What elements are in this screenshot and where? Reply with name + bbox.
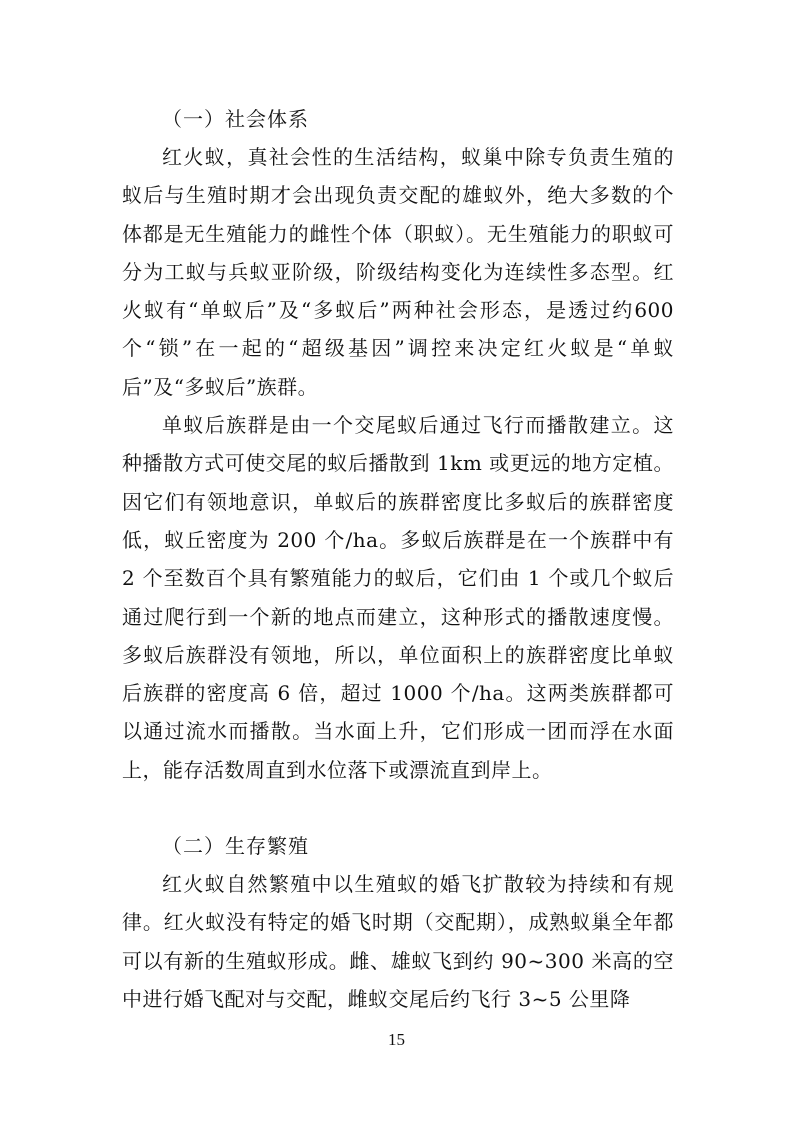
page-body bbox=[122, 100, 674, 1018]
paragraph-reproduction: 红火蚁自然繁殖中以生殖蚁的婚飞扩散较为持续和有规律。红火蚁没有特定的婚飞时期（交配期），成熟蚁巢全年都可以有新的生殖蚁形成。雌、雄蚁飞到约 90~300 米高的空中进行婚飞配对与交配，雌蚁交尾后约飞行 3~5 公里降 bbox=[122, 872, 674, 1011]
page-number: 15 bbox=[388, 1030, 405, 1049]
section-heading-social-system: （一）社会体系 bbox=[162, 107, 309, 131]
paragraph-colony-types: 单蚁后族群是由一个交尾蚁后通过飞行而播散建立。这种播散方式可使交尾的蚁后播散到 1km 或更远的地方定植。因它们有领地意识，单蚁后的族群密度比多蚁后的族群密度低，蚁丘密度为 200 个/ha。多蚁后族群是在一个族群中有 2 个至数百个具有繁殖能力的蚁后，它们由 1 个或几个蚁后通过爬行到一个新的地点而建立，这种形式的播散速度慢。多蚁后族群没有领地，所以，单位面积上的族群密度比单蚁后族群的密度高 6 倍，超过 1000 个/ha。这两类族群都可以通过流水而播散。当水面上升，它们形成一团而浮在水面上，能存活数周直到水位落下或漂流直到岸上。 bbox=[122, 413, 674, 782]
section-spacer bbox=[122, 789, 674, 827]
paragraph-social-structure: 红火蚁，真社会性的生活结构，蚁巢中除专负责生殖的蚁后与生殖时期才会出现负责交配的雄蚁外，绝大多数的个体都是无生殖能力的雌性个体（职蚁）。无生殖能力的职蚁可分为工蚁与兵蚁亚阶级，阶级结构变化为连续性多态型。红火蚁有“单蚁后”及“多蚁后”两种社会形态，是透过约600 个“锁”在一起的“超级基因”调控来决定红火蚁是“单蚁后”及“多蚁后”族群。 bbox=[122, 145, 674, 399]
section-heading-survival-reproduction: （二）生存繁殖 bbox=[162, 834, 309, 859]
